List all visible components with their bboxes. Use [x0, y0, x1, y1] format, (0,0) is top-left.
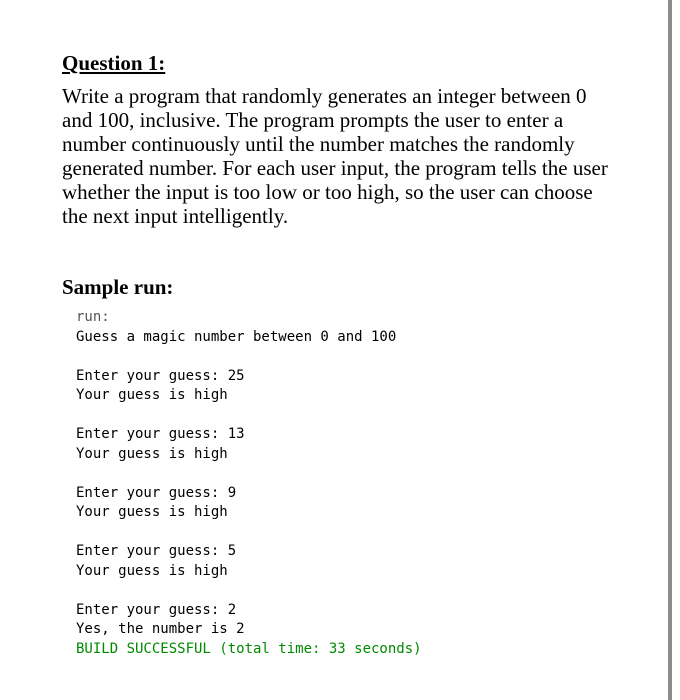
console-guess-prompt: Enter your guess: 2	[76, 601, 237, 618]
console-guess-prompt: Enter your guess: 5	[76, 543, 237, 559]
console-run-label: run:	[76, 309, 110, 325]
console-guess-response: Your guess is high	[76, 504, 228, 520]
console-guess-response: Your guess is high	[76, 562, 228, 579]
console-intro-line: Guess a magic number between 0 and 100	[76, 328, 397, 345]
sample-run-heading: Sample run:	[62, 275, 174, 299]
page-edge-bar	[668, 0, 672, 700]
console-guess-response: Your guess is high	[76, 387, 228, 403]
console-guess-response: Yes, the number is 2	[76, 621, 245, 637]
console-guess-prompt: Enter your guess: 13	[76, 426, 245, 442]
console-build-status: BUILD SUCCESSFUL (total time: 33 seconds)	[76, 640, 422, 657]
question-title: Question 1:	[62, 51, 166, 75]
question-document	[62, 50, 622, 659]
console-guess-prompt: Enter your guess: 25	[76, 367, 245, 384]
console-guess-response: Your guess is high	[76, 445, 228, 462]
console-output	[76, 308, 622, 659]
console-guess-prompt: Enter your guess: 9	[76, 484, 237, 501]
question-text: Write a program that randomly generates an integer between 0 and 100, inclusive. The program prompts the user to enter a number continuously until the number matches the randomly generated number. For each user input, the program tells the user whether the input is too low or too high, so the user can choose the next input intelligently.	[62, 84, 608, 228]
